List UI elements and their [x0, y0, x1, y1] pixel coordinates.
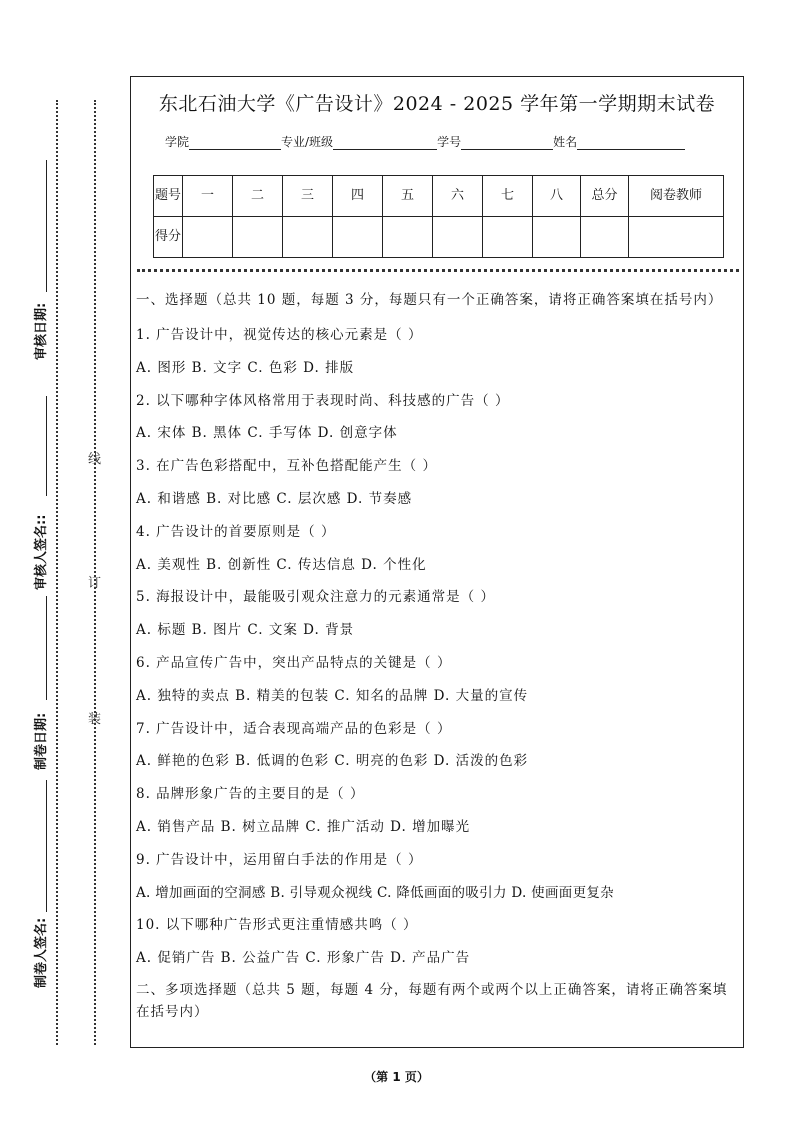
- score-cell[interactable]: [483, 217, 533, 258]
- binding-margin: [0, 0, 128, 1122]
- review-date-label: 审核日期:: [34, 302, 49, 360]
- question-text: 1. 广告设计中，视觉传达的核心元素是（ ）: [136, 327, 423, 343]
- major-label: 专业/班级: [281, 135, 334, 149]
- score-cell[interactable]: [283, 217, 333, 258]
- score-table: [153, 175, 724, 258]
- question-text: 3. 在广告色彩搭配中，互补色搭配能产生（ ）: [136, 458, 437, 475]
- question-text: 5. 海报设计中，最能吸引观众注意力的元素通常是（ ）: [136, 589, 495, 606]
- maker-sign-line: [46, 780, 47, 912]
- question-options: A. 标题 B. 图片 C. 文案 D. 背景: [136, 622, 355, 639]
- maker-sign-label: 制卷人签名:: [34, 917, 49, 988]
- student-id-label: 学号: [437, 135, 462, 149]
- questions-area: [136, 289, 740, 1023]
- question-options: A. 独特的卖点 B. 精美的包装 C. 知名的品牌 D. 大量的宣传: [136, 687, 529, 704]
- score-header-cell: 二: [233, 176, 283, 217]
- question-text: 7. 广告设计中，适合表现高端产品的色彩是（ ）: [136, 720, 452, 737]
- dotted-binding-line-left: [56, 100, 58, 1045]
- score-cell[interactable]: [629, 217, 724, 258]
- question-text: 2. 以下哪种字体风格常用于表现时尚、科技感的广告（ ）: [136, 392, 510, 409]
- review-date-line: [46, 160, 47, 292]
- reviewer-sign-line: [46, 396, 47, 496]
- score-cell[interactable]: [183, 217, 233, 258]
- question-text: 9. 广告设计中，运用留白手法的作用是（ ）: [136, 851, 423, 868]
- question-text: 10. 以下哪种广告形式更注重情感共鸣（ ）: [136, 917, 418, 934]
- score-table-score-row: [154, 217, 724, 258]
- score-cell[interactable]: [581, 217, 629, 258]
- score-cell[interactable]: [233, 217, 283, 258]
- question-options: A. 图形 B. 文字 C. 色彩 D. 排版: [136, 359, 355, 376]
- question-options: A. 宋体 B. 黑体 C. 手写体 D. 创意字体: [136, 425, 398, 442]
- score-cell[interactable]: [533, 217, 581, 258]
- seal-char-xian: 线: [88, 452, 102, 467]
- name-label: 姓名: [553, 135, 578, 149]
- exam-title: 东北石油大学《广告设计》2024 - 2025 学年第一学期期末试卷: [158, 93, 716, 115]
- student-info-row: [165, 133, 685, 150]
- major-field[interactable]: [333, 137, 437, 150]
- score-row-label: 得分: [154, 217, 183, 258]
- section2-title: 二、多项选择题（总共 5 题，每题 4 分，每题有两个或两个以上正确答案，请将正确答案填在括号内）: [136, 981, 728, 1020]
- question-text: 8. 品牌形象广告的主要目的是（ ）: [136, 786, 365, 803]
- score-header-cell: 一: [183, 176, 233, 217]
- question-options: A. 鲜艳的色彩 B. 低调的色彩 C. 明亮的色彩 D. 活泼的色彩: [136, 753, 529, 770]
- college-field[interactable]: [189, 137, 281, 150]
- reviewer-sign-label: 审核人签名::: [34, 514, 49, 590]
- score-cell[interactable]: [433, 217, 483, 258]
- dotted-separator: [137, 269, 739, 272]
- exam-paper: [130, 76, 744, 1048]
- score-header-cell: 五: [383, 176, 433, 217]
- score-cell[interactable]: [383, 217, 433, 258]
- score-header-cell: 六: [433, 176, 483, 217]
- question-options: A. 增加画面的空洞感 B. 引导观众视线 C. 降低画面的吸引力 D. 使画面更复杂: [136, 884, 614, 901]
- score-cell[interactable]: [333, 217, 383, 258]
- question-options: A. 促销广告 B. 公益广告 C. 形象广告 D. 产品广告: [136, 950, 471, 967]
- page-number: （第 1 页）: [364, 1070, 429, 1084]
- score-header-cell: 四: [333, 176, 383, 217]
- name-field[interactable]: [577, 137, 685, 150]
- make-date-label: 制卷日期:: [34, 712, 49, 770]
- score-header-cell: 三: [283, 176, 333, 217]
- score-header-cell: 题号: [154, 176, 183, 217]
- score-header-cell: 总分: [581, 176, 629, 217]
- section1-title: 一、选择题（总共 10 题，每题 3 分，每题只有一个正确答案，请将正确答案填在括号内）: [136, 292, 723, 308]
- student-id-field[interactable]: [461, 137, 553, 150]
- score-header-cell: 阅卷教师: [629, 176, 724, 217]
- score-table-header-row: [154, 176, 724, 217]
- seal-char-zhuang: 装: [88, 712, 102, 727]
- question-text: 6. 产品宣传广告中，突出产品特点的关键是（ ）: [136, 654, 452, 671]
- make-date-line: [46, 596, 47, 700]
- question-options: A. 美观性 B. 创新性 C. 传达信息 D. 个性化: [136, 556, 427, 573]
- college-label: 学院: [165, 135, 190, 149]
- question-text: 4. 广告设计的首要原则是（ ）: [136, 523, 336, 540]
- question-options: A. 和谐感 B. 对比感 C. 层次感 D. 节奏感: [136, 490, 413, 507]
- score-header-cell: 七: [483, 176, 533, 217]
- question-options: A. 销售产品 B. 树立品牌 C. 推广活动 D. 增加曝光: [136, 818, 471, 835]
- score-header-cell: 八: [533, 176, 581, 217]
- seal-char-ding: 订: [88, 576, 102, 591]
